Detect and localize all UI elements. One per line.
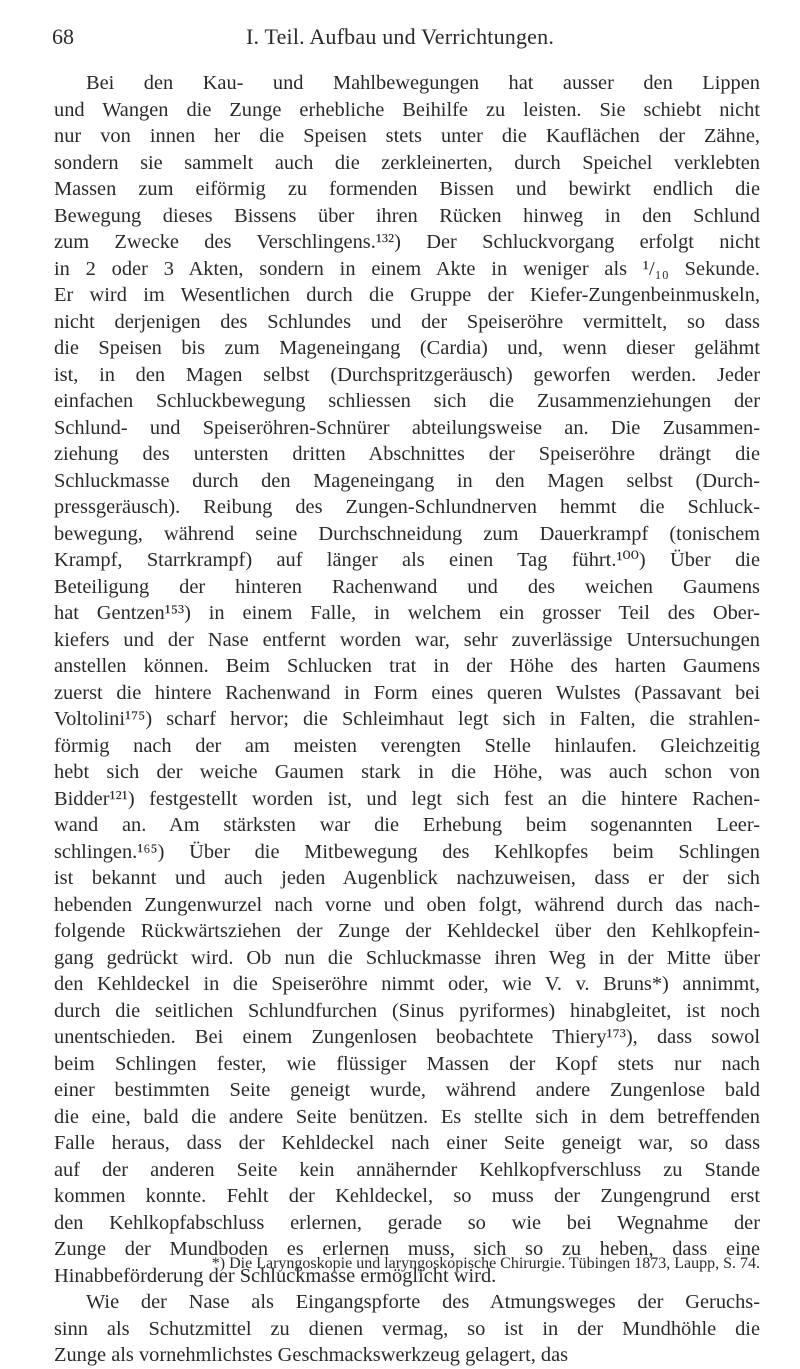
text-line: einfachen Schluckbewegung schliessen sich die Zusammenziehungen der [54, 390, 760, 412]
text-line: pressgeräusch). Reibung des Zungen-Schlundnerven hemmt die Schluck- [54, 496, 760, 518]
text-line: Schlund- und Speiseröhren-Schnürer abteilungsweise an. Die Zusammen- [54, 416, 760, 439]
text-line: gang gedrückt wird. Ob nun die Schluckmasse ihren Weg in der Mitte über [54, 946, 760, 969]
text-line: hebt sich der weiche Gaumen stark in die Höhe, was auch schon von [54, 761, 760, 783]
text-line: Krampf, Starrkrampf) auf länger als einen Tag führt.¹⁰⁰) Über die [54, 549, 760, 571]
text-line: Er wird im Wesentlichen durch die Gruppe der Kiefer-Zungenbeinmuskeln, [54, 284, 760, 306]
text-line: förmig nach der am meisten verengten Stelle hinlaufen. Gleichzeitig [54, 734, 760, 757]
text-line: einer bestimmten Seite geneigt wurde, während andere Zungenlose bald [54, 1079, 760, 1101]
text-line: anstellen können. Beim Schlucken trat in der Höhe des harten Gaumens [54, 655, 760, 677]
text-line: unentschieden. Bei einem Zungenlosen beobachtete Thiery¹⁷³), dass sowol [54, 1026, 760, 1048]
text-line: in 2 oder 3 Akten, sondern in einem Akte in weniger als ¹/₁₀ Sekunde. [54, 257, 760, 280]
text-line: auf der anderen Seite kein annähernder Kehlkopfverschluss zu Stande [54, 1158, 760, 1181]
text-line: Schluckmasse durch den Mageneingang in den Magen selbst (Durch- [54, 469, 760, 492]
text-line: zum Zwecke des Verschlingens.¹³²) Der Schluckvorgang erfolgt nicht [54, 231, 760, 253]
text-line: beim Schlingen fester, wie flüssiger Massen der Kopf stets nur nach [54, 1052, 760, 1075]
text-line: den Kehldeckel in die Speiseröhre nimmt oder, wie V. v. Bruns*) annimmt, [54, 973, 760, 995]
text-line: Bewegung dieses Bissens über ihren Rücken hinweg in den Schlund [54, 204, 760, 227]
text-line: ziehung des untersten dritten Abschnittes der Speiseröhre drängt die [54, 443, 760, 465]
text-line: nicht derjenigen des Schlundes und der Speiseröhre vermittelt, so dass [54, 310, 760, 333]
text-line: wand an. Am stärksten war die Erhebung beim sogenannten Leer- [54, 814, 760, 836]
text-line: ist bekannt und auch jeden Augenblick nachzuweisen, dass er der sich [54, 867, 760, 889]
text-line: Hinabbeförderung der Schluckmasse ermöglicht wird. [54, 1264, 497, 1287]
text-line: zuerst die hintere Rachenwand in Form eines queren Wulstes (Passavant bei [54, 681, 760, 704]
text-line: Zunge als vornehmlichstes Geschmackswerkzeug gelagert, das [54, 1344, 569, 1366]
text-line: schlingen.¹⁶⁵) Über die Mitbewegung des Kehlkopfes beim Schlingen [54, 840, 760, 863]
page-number: 68 [52, 24, 74, 49]
text-line: Bei den Kau- und Mahlbewegungen hat ausser den Lippen [86, 72, 760, 94]
text-line: folgende Rückwärtsziehen der Zunge der Kehldeckel über den Kehlkopfein- [54, 920, 760, 942]
text-line: Zunge der Mundboden es erlernen muss, sich so zu heben, dass eine [54, 1238, 760, 1260]
text-line: Falle heraus, dass der Kehldeckel nach einer Seite geneigt war, so dass [54, 1132, 760, 1154]
text-line: sondern sie sammelt auch die zerkleinerten, durch Speichel verklebten [54, 151, 760, 174]
text-line: durch die seitlichen Schlundfurchen (Sinus pyriformes) hinabgleitet, ist noch [54, 999, 760, 1022]
text-line: kiefers und der Nase entfernt worden war, sehr zuverlässige Untersuchungen [54, 628, 760, 651]
text-line: Beteiligung der hinteren Rachenwand und des weichen Gaumens [54, 575, 760, 598]
text-line: bewegung, während seine Durchschneidung zum Dauerkrampf (tonischem [54, 522, 760, 545]
text-line: kommen konnte. Fehlt der Kehldeckel, so muss der Zungengrund erst [54, 1185, 760, 1207]
text-line: den Kehlkopfabschluss erlernen, gerade so wie bei Wegnahme der [54, 1211, 760, 1234]
text-line: Massen zum eiförmig zu formenden Bissen und bewirkt endlich die [54, 178, 760, 200]
page-header [52, 22, 748, 52]
text-line: die Speisen bis zum Mageneingang (Cardia) und, wenn dieser gelähmt [54, 337, 760, 359]
text-line: Bidder¹²¹) festgestellt worden ist, und legt sich fest an die hintere Rachen- [54, 787, 760, 810]
footnote: *) Die Laryngoskopie und laryngoskopische Chirurgie. Tübingen 1873, Laupp, S. 74. [211, 1255, 760, 1272]
text-line: hat Gentzen¹⁵³) in einem Falle, in welchem ein grosser Teil des Ober- [54, 602, 760, 624]
running-head: I. Teil. Aufbau und Verrichtungen. [245, 24, 555, 49]
text-line: nur von innen her die Speisen stets unter die Kauflächen der Zähne, [54, 125, 760, 147]
text-line: ist, in den Magen selbst (Durchspritzgeräusch) geworfen werden. Jeder [54, 363, 760, 386]
text-line: Voltolini¹⁷⁵) scharf hervor; die Schleimhaut legt sich in Falten, die strahlen- [54, 708, 760, 730]
text-line: und Wangen die Zunge erhebliche Beihilfe zu leisten. Sie schiebt nicht [54, 98, 760, 121]
text-line: sinn als Schutzmittel zu dienen vermag, so ist in der Mundhöhle die [54, 1317, 760, 1340]
text-line: die eine, bald die andere Seite benützen. Es stellte sich in dem betreffenden [54, 1105, 760, 1128]
text-line: hebenden Zungenwurzel nach vorne und oben folgt, während durch das nach- [54, 893, 760, 916]
text-line: Wie der Nase als Eingangspforte des Atmungsweges der Geruchs- [86, 1291, 760, 1313]
body-text [54, 70, 760, 1369]
